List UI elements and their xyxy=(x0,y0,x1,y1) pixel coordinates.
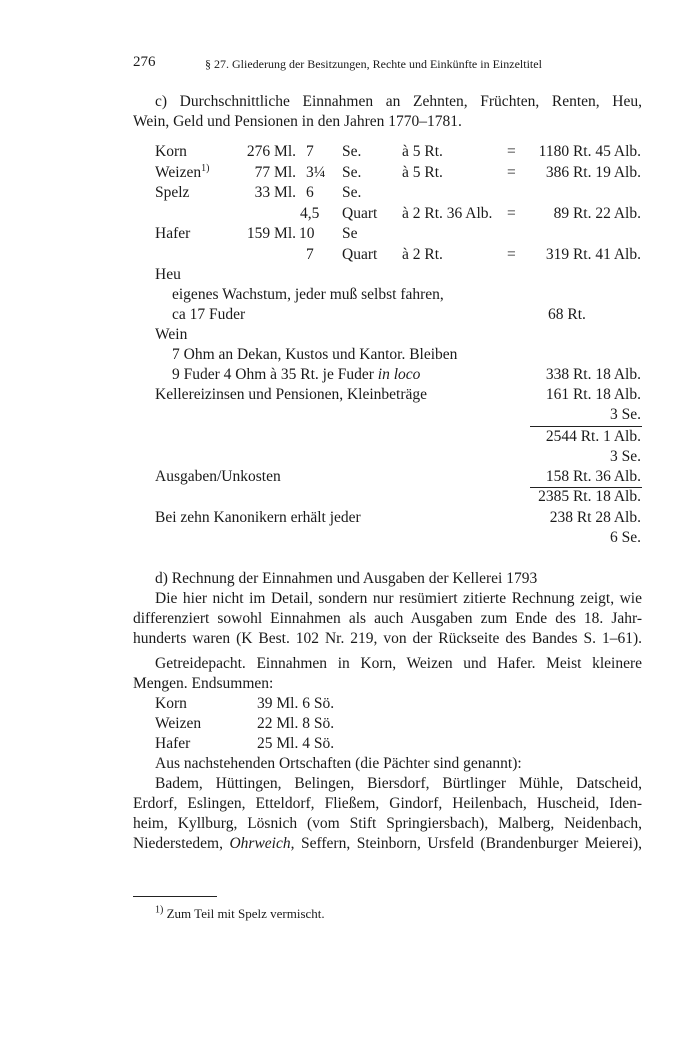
grain-rate: à 2 Rt. xyxy=(402,246,443,263)
page-number: 276 xyxy=(133,54,156,70)
grain-sub: 7 xyxy=(306,143,314,160)
grain-eq: = xyxy=(507,143,516,160)
grain-rate: à 2 Rt. 36 Alb. xyxy=(402,205,493,222)
grain-rate: à 5 Rt. xyxy=(402,164,443,181)
in-loco: in loco xyxy=(377,366,421,383)
sum-line2: 3 Se. xyxy=(610,448,641,465)
places-line4: Niederstedem, Ohrweich, Seffern, Steinborn, Ursfeld (Brandenburger Meierei), xyxy=(133,835,642,852)
kanoniker-total1: 238 Rt 28 Alb. xyxy=(549,509,641,526)
kanoniker-label: Bei zehn Kanonikern erhält jeder xyxy=(155,509,361,526)
net-total: 2385 Rt. 18 Alb. xyxy=(538,488,641,505)
endsumme-value: 39 Ml. 6 Sö. xyxy=(257,695,335,712)
grain-qty: 77 Ml. xyxy=(254,164,296,181)
grain-unit: Quart xyxy=(342,246,378,263)
grain-total: 1180 Rt. 45 Alb. xyxy=(538,143,641,160)
footnote-mark: 1) xyxy=(155,904,164,916)
places-line3: heim, Kyllburg, Lösnich (vom Stift Springiersbach), Malberg, Neidenbach, xyxy=(133,815,642,832)
footnote-ref: 1) xyxy=(201,162,210,174)
keller-total2: 3 Se. xyxy=(610,406,641,423)
heu-line2: ca 17 Fuder xyxy=(172,306,246,323)
grain-eq: = xyxy=(507,205,516,222)
endsumme-value: 22 Ml. 8 Sö. xyxy=(257,715,335,732)
heu-label: Heu xyxy=(155,266,181,283)
section-c-line2: Wein, Geld und Pensionen in den Jahren 1770–1781. xyxy=(133,113,462,130)
grain-unit: Se. xyxy=(342,164,362,181)
grain-name: Weizen$^{1)}$ xyxy=(155,162,210,181)
places-line1: Badem, Hüttingen, Belingen, Biersdorf, Bürtlinger Mühle, Datscheid, xyxy=(155,775,642,792)
para1-line1: Die hier nicht im Detail, sondern nur resümiert zitierte Rechnung zeigt, wie xyxy=(155,590,642,607)
para2-line2: Mengen. Endsummen: xyxy=(133,675,274,692)
grain-name: Korn xyxy=(155,143,187,160)
grain-sub: 10 xyxy=(299,225,315,242)
grain-unit: Quart xyxy=(342,205,378,222)
endsumme-name: Hafer xyxy=(155,735,191,752)
grain-unit: Se. xyxy=(342,143,362,160)
kanoniker-total2: 6 Se. xyxy=(610,529,641,546)
grain-unit: Se xyxy=(342,225,358,242)
grain-eq: = xyxy=(507,164,516,181)
keller-total1: 161 Rt. 18 Alb. xyxy=(545,386,641,403)
grain-total: 89 Rt. 22 Alb. xyxy=(553,205,641,222)
para1-line3: hunderts waren (K Best. 102 Nr. 219, von der Rückseite des Bandes S. 1–61). xyxy=(133,630,642,647)
heu-line1: eigenes Wachstum, jeder muß selbst fahren, xyxy=(172,286,444,303)
para1-line2: differenziert sowohl Einnahmen als auch Ausgaben zum Ende des 18. Jahr- xyxy=(133,610,642,627)
para2-line1: Getreidepacht. Einnahmen in Korn, Weizen und Hafer. Meist kleinere xyxy=(155,655,642,672)
grain-sub: 3¼ xyxy=(306,164,326,181)
places-line2: Erdorf, Eslingen, Etteldorf, Fließem, Gindorf, Heilenbach, Huscheid, Iden- xyxy=(133,795,642,812)
grain-total: 386 Rt. 19 Alb. xyxy=(545,164,641,181)
section-d-heading: d) Rechnung der Einnahmen und Ausgaben der Kellerei 1793 xyxy=(155,570,538,587)
grain-unit: Se. xyxy=(342,184,362,201)
sum-line1: 2544 Rt. 1 Alb. xyxy=(545,428,641,445)
wein-line2: 9 Fuder 4 Ohm à 35 Rt. je Fuder in loco xyxy=(172,366,421,383)
grain-qty: 33 Ml. xyxy=(254,184,296,201)
grain-sub: 7 xyxy=(306,246,314,263)
ausgaben-label: Ausgaben/Unkosten xyxy=(155,468,281,485)
grain-rate: à 5 Rt. xyxy=(402,143,443,160)
ohrweich: Ohrweich xyxy=(229,835,291,852)
endsumme-value: 25 Ml. 4 Sö. xyxy=(257,735,335,752)
grain-name: Hafer xyxy=(155,225,191,242)
wein-line1: 7 Ohm an Dekan, Kustos und Kantor. Bleiben xyxy=(172,346,458,363)
grain-qty: 159 Ml. xyxy=(246,225,296,242)
footnote-rule xyxy=(133,896,217,897)
grain-name: Spelz xyxy=(155,184,190,201)
wein-total: 338 Rt. 18 Alb. xyxy=(545,366,641,383)
ortschaften-intro: Aus nachstehenden Ortschaften (die Pächter sind genannt): xyxy=(155,755,522,772)
endsumme-name: Weizen xyxy=(155,715,202,732)
wein-label: Wein xyxy=(155,326,188,343)
grain-sub: 6 xyxy=(306,184,314,201)
footnote: $^{1)}$ Zum Teil mit Spelz vermischt. xyxy=(155,904,325,921)
ausgaben-total: 158 Rt. 36 Alb. xyxy=(545,468,641,485)
keller-label: Kellereizinsen und Pensionen, Kleinbeträge xyxy=(155,386,428,403)
grain-eq: = xyxy=(507,246,516,263)
grain-sub: 4,5 xyxy=(300,205,320,222)
section-c-line1: c) Durchschnittliche Einnahmen an Zehnten, Früchten, Renten, Heu, xyxy=(155,93,642,110)
grain-qty: 276 Ml. xyxy=(246,143,296,160)
running-title: § 27. Gliederung der Besitzungen, Rechte und Einkünfte in Einzeltitel xyxy=(205,57,542,71)
heu-total: 68 Rt. xyxy=(548,306,586,323)
endsumme-name: Korn xyxy=(155,695,187,712)
grain-total: 319 Rt. 41 Alb. xyxy=(545,246,641,263)
